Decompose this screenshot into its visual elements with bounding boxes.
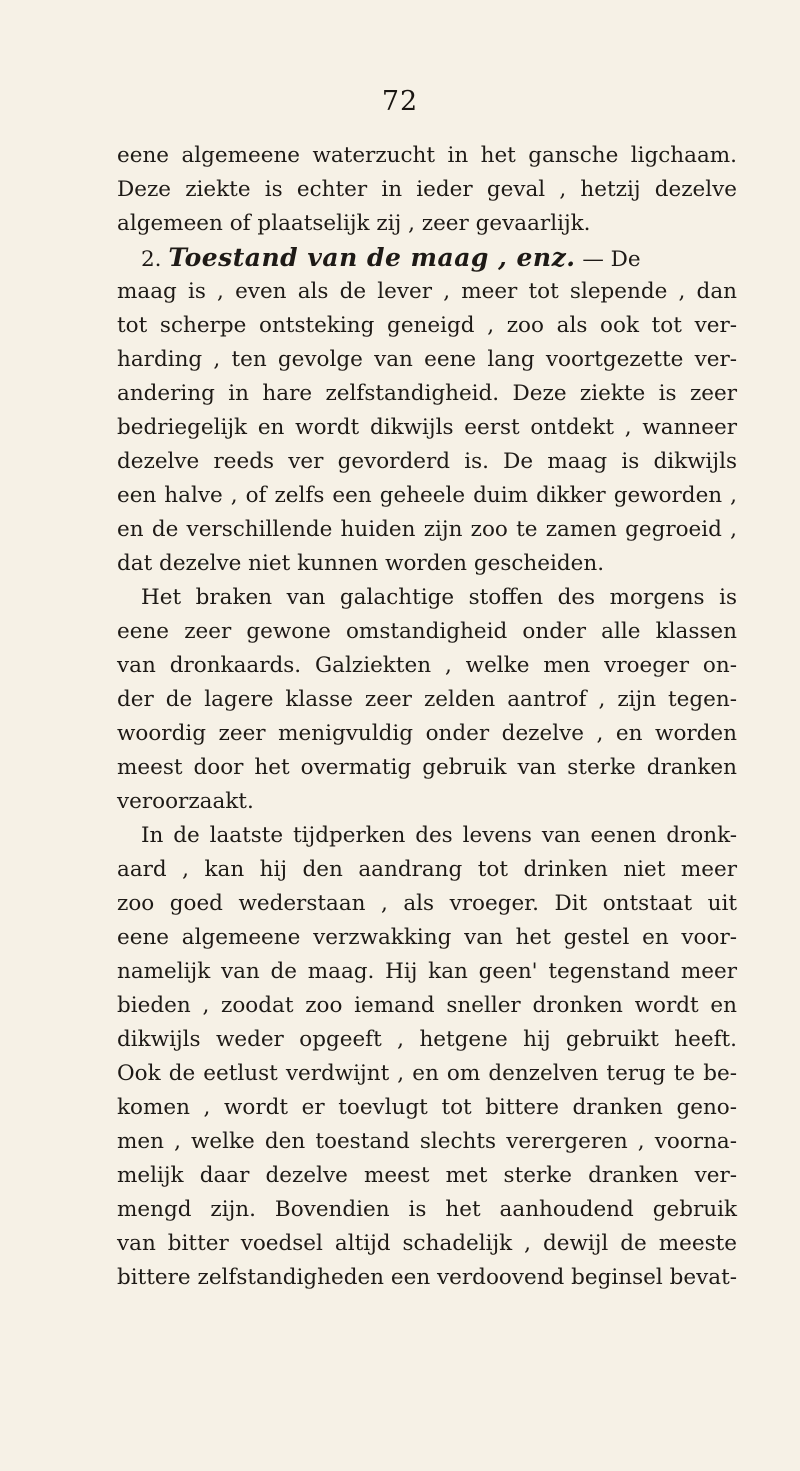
text-line: Het braken van galachtige stoffen des morgens is: [141, 585, 737, 610]
text-line: en de verschillende huiden zijn zoo te zamen gegroeid ,: [117, 517, 737, 542]
text-line: dikwijls weder opgeeft , hetgene hij gebruikt heeft.: [117, 1027, 737, 1052]
text-line: aard , kan hij den aandrang tot drinken niet meer: [117, 857, 737, 882]
page-number: 72: [381, 86, 419, 117]
body-text: [117, 139, 737, 1295]
text-line: dezelve reeds ver gevorderd is. De maag is dikwijls: [117, 449, 737, 474]
text-line: men , welke den toestand slechts verergeren , voorna-: [117, 1129, 737, 1154]
text-line: een halve , of zelfs een geheele duim dikker geworden ,: [117, 483, 737, 508]
text-line: eene algemeene verzwakking van het gestel en voor-: [117, 925, 737, 950]
text-line: eene zeer gewone omstandigheid onder alle klassen: [117, 619, 737, 644]
text-line: bedriegelijk en wordt dikwijls eerst ontdekt , wanneer: [117, 415, 737, 440]
text-line: bieden , zoodat zoo iemand sneller dronken wordt en: [117, 993, 737, 1018]
text-line: dat dezelve niet kunnen worden gescheiden.: [117, 551, 605, 576]
text-line: komen , wordt er toevlugt tot bittere dranken geno-: [117, 1095, 737, 1120]
section-lead-in: — De: [582, 247, 641, 272]
text-line: zoo goed wederstaan , als vroeger. Dit ontstaat uit: [117, 891, 737, 916]
text-line: Ook de eetlust verdwijnt , en om denzelven terug te be-: [117, 1061, 737, 1086]
text-line: van dronkaards. Galziekten , welke men vroeger on-: [117, 653, 737, 678]
text-line: eene algemeene waterzucht in het gansche ligchaam.: [117, 143, 737, 168]
section-heading-line: [117, 241, 737, 275]
text-line: melijk daar dezelve meest met sterke dranken ver-: [117, 1163, 737, 1188]
text-line: mengd zijn. Bovendien is het aanhoudend gebruik: [117, 1197, 737, 1222]
text-line: algemeen of plaatselijk zij , zeer gevaarlijk.: [117, 211, 591, 236]
text-line: van bitter voedsel altijd schadelijk , dewijl de meeste: [117, 1231, 737, 1256]
text-line: harding , ten gevolge van eene lang voortgezette ver-: [117, 347, 737, 372]
text-line: veroorzaakt.: [117, 789, 254, 814]
text-line: In de laatste tijdperken des levens van eenen dronk-: [141, 823, 737, 848]
section-title: Toestand van de maag , enz.: [168, 243, 576, 272]
text-line: maag is , even als de lever , meer tot slepende , dan: [117, 279, 737, 304]
text-line: namelijk van de maag. Hij kan geen' tegenstand meer: [117, 959, 737, 984]
text-line: bittere zelfstandigheden een verdoovend beginsel bevat-: [117, 1265, 737, 1290]
text-line: meest door het overmatig gebruik van sterke dranken: [117, 755, 737, 780]
text-line: tot scherpe ontsteking geneigd , zoo als ook tot ver-: [117, 313, 737, 338]
text-line: Deze ziekte is echter in ieder geval , hetzij dezelve: [117, 177, 737, 202]
text-line: andering in hare zelfstandigheid. Deze ziekte is zeer: [117, 381, 737, 406]
text-line: woordig zeer menigvuldig onder dezelve , en worden: [117, 721, 737, 746]
section-number: 2.: [141, 247, 162, 272]
text-line: der de lagere klasse zeer zelden aantrof , zijn tegen-: [117, 687, 737, 712]
